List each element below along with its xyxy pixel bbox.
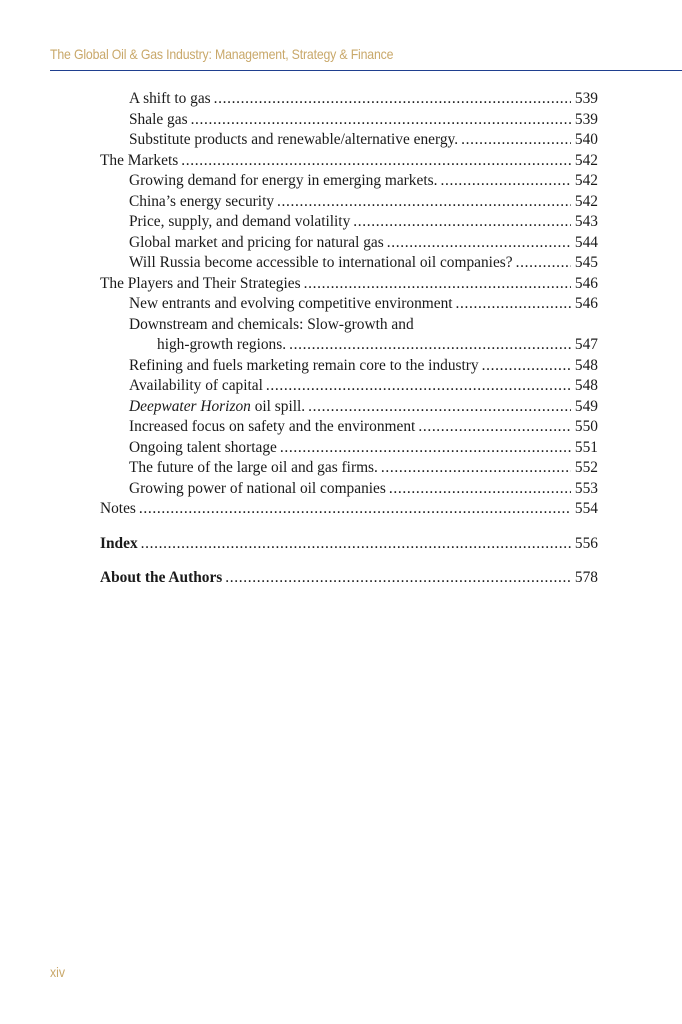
- toc-entry[interactable]: [100, 110, 598, 131]
- toc-entry-page: 546: [574, 274, 598, 292]
- dot-leader: [141, 534, 571, 555]
- toc-entry-title: Growing demand for energy in emerging markets.: [129, 172, 438, 189]
- toc-entry-page: 549: [574, 397, 598, 415]
- toc-entry[interactable]: [100, 568, 598, 589]
- dot-leader: [516, 253, 571, 274]
- toc-entry[interactable]: [100, 499, 598, 520]
- toc-entry-title: Shale gas: [129, 110, 188, 128]
- toc-entry-title: Global market and pricing for natural gas: [129, 233, 384, 251]
- toc-entry[interactable]: [100, 212, 598, 233]
- dot-leader: [289, 335, 571, 356]
- toc-entry-page: 548: [574, 356, 598, 374]
- toc-entry-page: 546: [574, 295, 598, 312]
- toc-entry-title: high-growth regions.: [157, 336, 287, 353]
- toc-entry-page: 552: [574, 459, 598, 476]
- toc-entry-title: The Markets: [100, 151, 179, 169]
- toc-entry-page: 543: [574, 213, 598, 230]
- toc-entry[interactable]: [100, 253, 598, 274]
- dot-leader: [308, 397, 571, 418]
- toc-entry[interactable]: [100, 417, 598, 438]
- toc-entry[interactable]: [100, 89, 598, 110]
- toc-entry-title: Price, supply, and demand volatility: [129, 213, 351, 230]
- dot-leader: [440, 171, 570, 192]
- toc-entry-page: 553: [574, 479, 598, 497]
- toc-entry-title: Availability of capital: [129, 377, 263, 394]
- toc-entry-page: 542: [574, 151, 598, 169]
- toc-entry-page: 539: [574, 110, 598, 128]
- toc-entry-page: 551: [574, 438, 598, 456]
- toc-entry-title: Refining and fuels marketing remain core to the industry: [129, 356, 479, 374]
- dot-leader: [181, 151, 571, 172]
- toc-entry-title: Notes: [100, 500, 136, 517]
- toc-entry-page: 554: [574, 500, 598, 517]
- dot-leader: [225, 568, 571, 589]
- dot-leader: [214, 89, 571, 110]
- toc-entry-title-italic: Deepwater Horizon: [129, 397, 251, 415]
- toc-entry-title: [129, 397, 305, 418]
- dot-leader: [482, 356, 571, 377]
- page-number: xiv: [50, 964, 66, 980]
- toc-entry[interactable]: [100, 438, 598, 459]
- dot-leader: [353, 212, 571, 233]
- toc-entry[interactable]: [100, 335, 598, 356]
- dot-leader: [456, 294, 571, 315]
- toc-entry-page: 539: [574, 90, 598, 107]
- dot-leader: [389, 479, 571, 500]
- dot-leader: [461, 130, 571, 151]
- toc-entry[interactable]: [100, 192, 598, 213]
- toc-entry-page: 547: [574, 336, 598, 353]
- toc-entry-title: The Players and Their Strategies: [100, 274, 301, 292]
- toc-entry-page: 556: [574, 534, 598, 552]
- toc-entry-title: Increased focus on safety and the environment: [129, 418, 416, 435]
- toc-entry[interactable]: [100, 397, 598, 418]
- toc-entry-title-line: Downstream and chemicals: Slow-growth and: [129, 315, 414, 333]
- toc-entry[interactable]: [100, 376, 598, 397]
- dot-leader: [418, 417, 571, 438]
- toc-entry[interactable]: [100, 356, 598, 377]
- toc-entry-title: About the Authors: [100, 569, 223, 586]
- toc-entry-title: Growing power of national oil companies: [129, 479, 386, 497]
- toc-entry-title: China’s energy security: [129, 192, 275, 210]
- dot-leader: [381, 458, 571, 479]
- toc-entry[interactable]: [100, 171, 598, 192]
- toc-entry-title: Index: [100, 534, 138, 552]
- toc-entry-page: 545: [574, 254, 598, 271]
- toc-entry-page: 542: [574, 192, 598, 210]
- header-rule: [50, 70, 682, 71]
- toc-entry-page: 550: [574, 418, 598, 435]
- toc-entry-title: Substitute products and renewable/alternative energy.: [129, 131, 459, 148]
- dot-leader: [139, 499, 571, 520]
- toc-entry-title: A shift to gas: [129, 90, 211, 107]
- dot-leader: [280, 438, 571, 459]
- dot-leader: [277, 192, 571, 213]
- toc-entry[interactable]: [100, 479, 598, 500]
- toc-entry[interactable]: [100, 130, 598, 151]
- table-of-contents: [100, 89, 598, 589]
- toc-entry-page: 542: [574, 172, 598, 189]
- toc-entry-page: 548: [574, 377, 598, 394]
- toc-entry[interactable]: [100, 151, 598, 172]
- running-head-title: The Global Oil & Gas Industry: Management, Strategy & Finance: [50, 46, 394, 62]
- dot-leader: [387, 233, 571, 254]
- dot-leader: [304, 274, 571, 295]
- dot-leader: [191, 110, 571, 131]
- toc-entry-title: The future of the large oil and gas firms.: [129, 459, 378, 476]
- toc-entry-title: New entrants and evolving competitive environment: [129, 295, 453, 312]
- toc-entry-title: Ongoing talent shortage: [129, 438, 277, 456]
- toc-entry-page: 578: [574, 569, 598, 586]
- toc-entry[interactable]: [100, 233, 598, 254]
- dot-leader: [266, 376, 571, 397]
- toc-entry-page: 544: [574, 233, 598, 251]
- toc-entry[interactable]: [100, 458, 598, 479]
- toc-entry-page: 540: [574, 131, 598, 148]
- toc-entry[interactable]: [100, 534, 598, 555]
- toc-entry[interactable]: [100, 274, 598, 295]
- toc-entry-title: Will Russia become accessible to international oil companies?: [129, 254, 513, 271]
- toc-entry[interactable]: [100, 294, 598, 315]
- toc-entry-title-rest: oil spill.: [250, 397, 306, 415]
